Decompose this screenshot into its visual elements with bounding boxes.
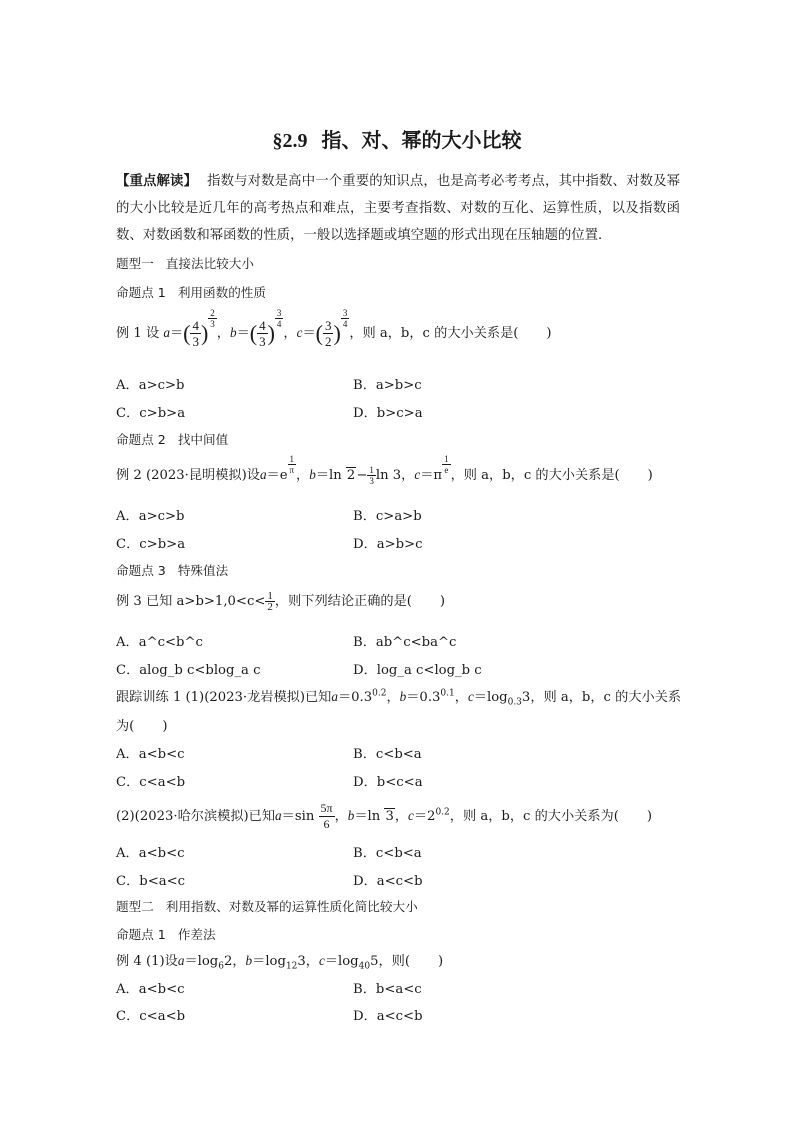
example-3: 例 3 已知 a>b>1,0<c< $\frac{1}{2}$ ，则下列结论正确的是( ) [116, 590, 446, 613]
type1-heading: 题型一 直接法比较大小 [116, 256, 254, 271]
ex4-option-c[interactable]: C．c<a<b [116, 1009, 186, 1024]
point2-heading: 命题点 2 找中间值 [116, 432, 229, 447]
track2-option-d[interactable]: D．a<c<b [353, 874, 423, 889]
track1-option-b[interactable]: B．c<b<a [353, 747, 422, 762]
ex4-option-b[interactable]: B．b<a<c [353, 982, 422, 997]
intro-tag: 【重点解读】 [116, 174, 198, 189]
point3-heading: 命题点 3 特殊值法 [116, 563, 229, 578]
ex3-option-b[interactable]: B．ab^c<ba^c [353, 635, 457, 650]
ex2-option-a[interactable]: A．a>c>b [116, 509, 185, 524]
ex1-option-c[interactable]: C．c>b>a [116, 406, 186, 421]
page-title [0, 124, 794, 153]
track2-option-b[interactable]: B．c<b<a [353, 846, 422, 861]
ex2-option-d[interactable]: D．a>b>c [353, 537, 423, 552]
ex2-option-b[interactable]: B．c>a>b [353, 509, 422, 524]
section-number: §2.9 [272, 130, 308, 152]
ex3-option-c[interactable]: C．alog_b c<blog_a c [116, 663, 261, 678]
ex4-option-d[interactable]: D．a<c<b [353, 1009, 423, 1024]
track-1-part-2: (2)(2023·哈尔滨模拟)已知a＝sin $\frac{5\pi}{6}$ ，b＝ln 3，$c=2^{0.2}$，则 a，b，c 的大小关系为( ) [116, 801, 653, 831]
ex1-option-b[interactable]: B．a>b>c [353, 378, 422, 393]
type2-heading: 题型二 利用指数、对数及幂的运算性质化简比较大小 [116, 899, 418, 914]
track2-option-c[interactable]: C．b<a<c [116, 874, 186, 889]
section-title: 指、对、幂的大小比较 [321, 128, 522, 152]
ex1-option-a[interactable]: A．a>c>b [116, 378, 185, 393]
point4-heading: 命题点 1 作差法 [116, 927, 216, 942]
key-interpretation [116, 168, 680, 249]
track1-option-c[interactable]: C．c<a<b [116, 775, 186, 790]
track1-option-a[interactable]: A．a<b<c [116, 747, 185, 762]
track1-option-d[interactable]: D．b<c<a [353, 775, 423, 790]
track-1-part-1-line2: 为( ) [116, 719, 168, 734]
ex4-option-a[interactable]: A．a<b<c [116, 982, 185, 997]
example-4: 例 4 (1)设$a=\log_62$，$b=\log_{12}3$，$c=\log_{40}5$，则( ) [116, 953, 444, 972]
point1-heading: 命题点 1 利用函数的性质 [116, 285, 266, 300]
track2-option-a[interactable]: A．a<b<c [116, 846, 185, 861]
example-2: 例 2 (2023·昆明模拟)设a＝e $\frac{1}{\pi}$ ，b＝ln 2− $\frac{1}{3}$ ln 3，c＝π $\frac{1}{e}$ ，则 a，b，c 的大小关系是( ) [116, 454, 653, 486]
ex3-option-a[interactable]: A．a^c<b^c [116, 635, 203, 650]
ex3-option-d[interactable]: D．log_a c<log_b c [353, 663, 482, 678]
ex2-option-c[interactable]: C．c>b>a [116, 537, 186, 552]
example-1: 例 1 设 a＝( $\frac{4}{3}$ ) $\frac{2}{3}$ ，b＝( $\frac{4}{3}$ ) $\frac{3}{4}$ ，c＝( $\frac{3}{2}$ ) $\frac{3}{4}$ ，则 a，b，c 的大小关系是( ) [116, 308, 552, 349]
intro-text: 指数与对数是高中一个重要的知识点，也是高考必考考点，其中指数、对数及幂的大小比较是近几年的高考热点和难点，主要考查指数、对数的互化、运算性质，以及指数函数、对数函数和幂函数的性质，一般以选择题或填空题的形式出现在压轴题的位置． [116, 174, 680, 243]
track-1-part-1: 跟踪训练 1 (1)(2023·龙岩模拟)已知$a=0.3^{0.2}$，$b=0.3^{0.1}$，$c=\log_{0.3}3$，则 a，b，c 的大小关系 [116, 688, 682, 708]
ex1-option-d[interactable]: D．b>c>a [353, 406, 423, 421]
